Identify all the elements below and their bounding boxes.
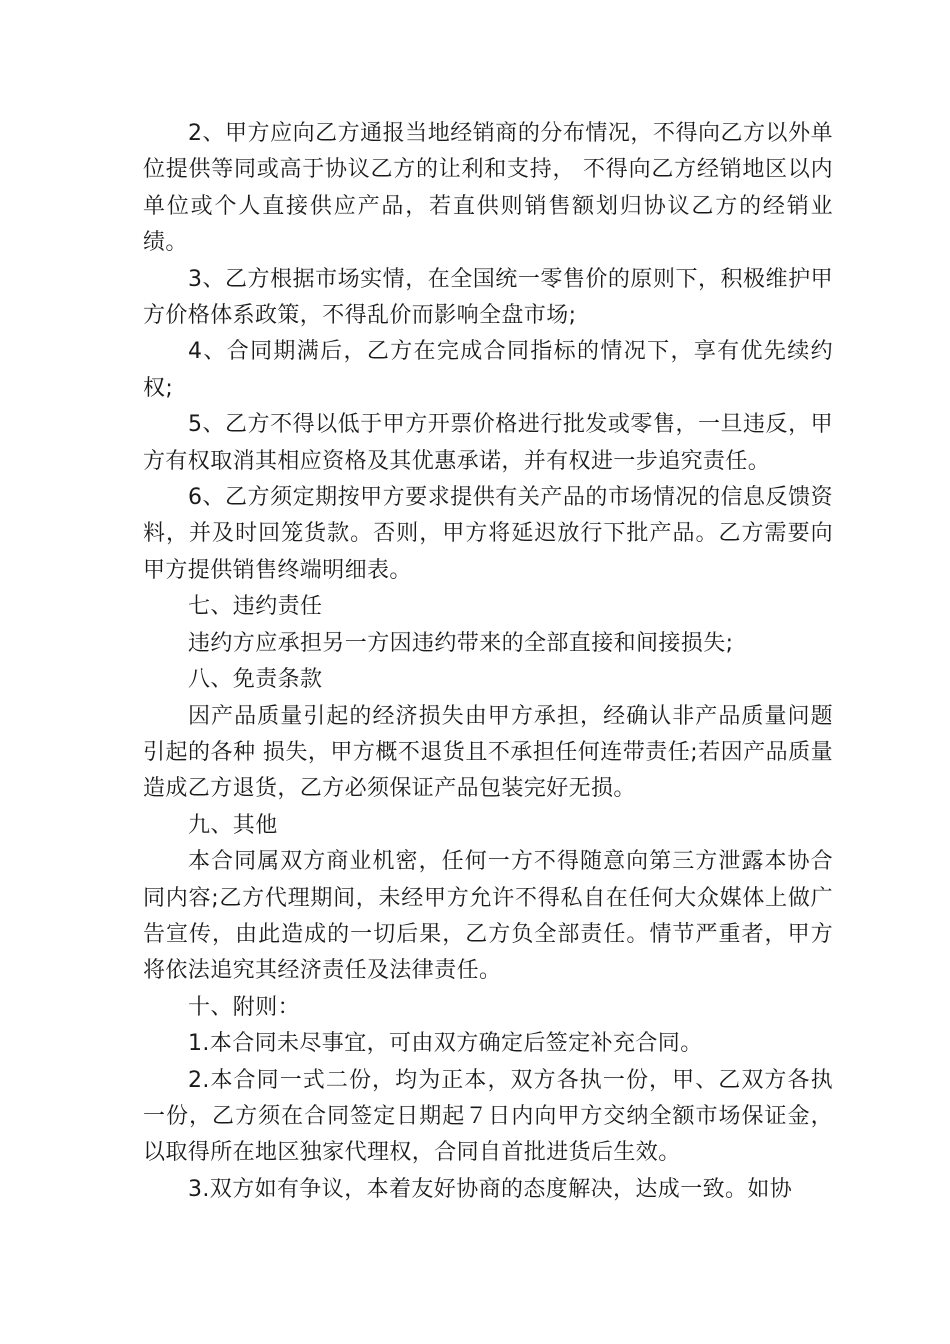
section-9-heading: 九、其他 xyxy=(188,812,278,838)
section-7-heading: 七、违约责任 xyxy=(188,594,323,620)
section-10-heading: 十、附则： xyxy=(188,994,301,1020)
appendix-item-2: 2.本合同一式二份，均为正本，双方各执一份，甲、乙双方各执一份，乙方须在合同签定日期起７日内向甲方交纳全额市场保证金，以取得所在地区独家代理权，合同自首批进货后生效。 xyxy=(143,1067,833,1166)
clause-2-paragraph: 2、甲方应向乙方通报当地经销商的分布情况，不得向乙方以外单位提供等同或高于协议乙方的让利和支持， 不得向乙方经销地区以内单位或个人直接供应产品，若直供则销售额划归协议乙方的经销业绩。 xyxy=(143,121,833,256)
section-8-heading: 八、免责条款 xyxy=(188,667,323,693)
appendix-item-1: 1.本合同未尽事宜，可由双方确定后签定补充合同。 xyxy=(188,1031,703,1057)
section-8-paragraph: 因产品质量引起的经济损失由甲方承担，经确认非产品质量问题引起的各种 损失，甲方概不退货且不承担任何连带责任;若因产品质量造成乙方退货，乙方必须保证产品包装完好无损。 xyxy=(143,703,833,802)
appendix-item-3: 3.双方如有争议，本着友好协商的态度解决，达成一致。如协 xyxy=(188,1176,793,1202)
clause-5-paragraph: 5、乙方不得以低于甲方开票价格进行批发或零售，一旦违反，甲方有权取消其相应资格及其优惠承诺，并有权进一步追究责任。 xyxy=(143,412,833,474)
section-9-paragraph: 本合同属双方商业机密，任何一方不得随意向第三方泄露本协合同内容;乙方代理期间，未经甲方允许不得私自在任何大众媒体上做广告宣传，由此造成的一切后果，乙方负全部责任。情节严重者，甲方将依法追究其经济责任及法律责任。 xyxy=(143,849,833,984)
clause-3-paragraph: 3、乙方根据市场实情，在全国统一零售价的原则下，积极维护甲方价格体系政策，不得乱价而影响全盘市场; xyxy=(143,266,833,329)
section-7-paragraph: 违约方应承担另一方因违约带来的全部直接和间接损失; xyxy=(188,630,734,656)
clause-4-paragraph: 4、合同期满后，乙方在完成合同指标的情况下，享有优先续约权; xyxy=(143,339,833,401)
document-body xyxy=(143,116,833,1208)
clause-6-paragraph: 6、乙方须定期按甲方要求提供有关产品的市场情况的信息反馈资料，并及时回笼货款。否则，甲方将延迟放行下批产品。乙方需要向甲方提供销售终端明细表。 xyxy=(143,485,833,583)
